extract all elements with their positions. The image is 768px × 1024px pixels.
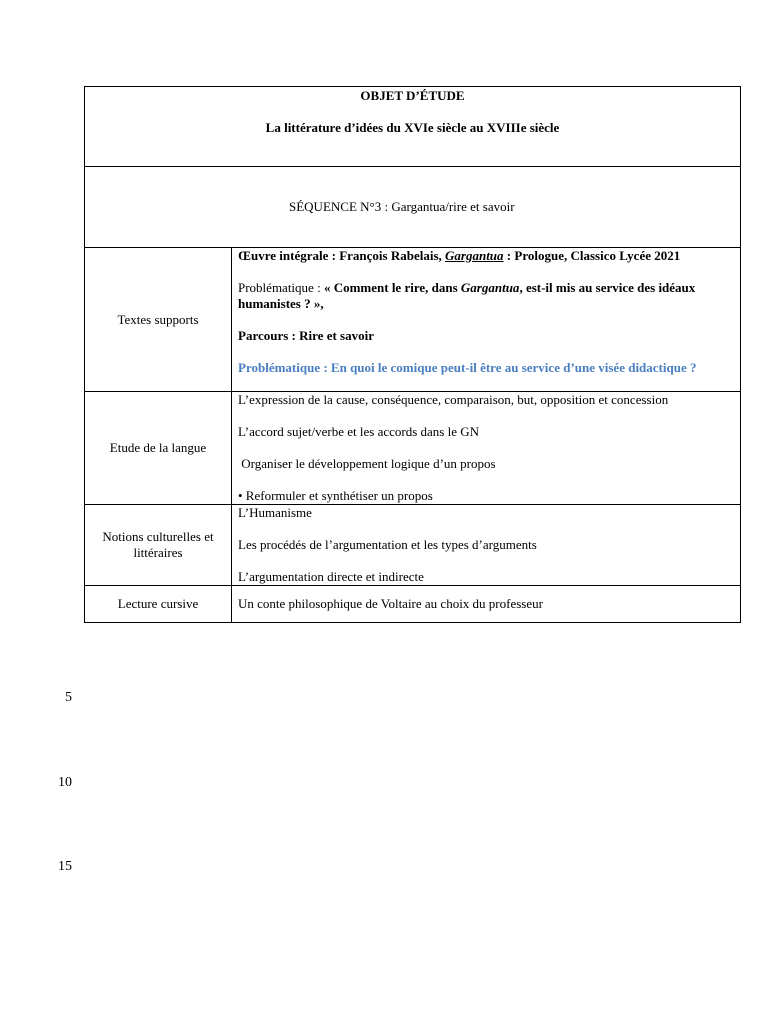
prob-title: Gargantua: [460, 280, 520, 295]
objet-title: OBJET D’ÉTUDE: [360, 88, 465, 103]
sequence-table: [84, 86, 741, 623]
langue-item: L’accord sujet/verbe et les accords dans le GN: [238, 424, 480, 439]
notions-item: L’Humanisme: [238, 505, 312, 520]
notions-content: [232, 505, 741, 586]
oeuvre-line: [238, 248, 736, 264]
oeuvre-title: Gargantua: [445, 248, 504, 263]
langue-content: [232, 392, 741, 505]
notions-item: Les procédés de l’argumentation et les types d’arguments: [238, 537, 537, 552]
prob-part2: , est-il mis au service des idéaux humanistes ? »,: [238, 280, 696, 311]
objet-subtitle: La littérature d’idées du XVIe siècle au XVIIIe siècle: [265, 120, 560, 135]
objet-etude-cell: [85, 87, 741, 167]
line-number: 10: [58, 775, 72, 790]
notions-item: L’argumentation directe et indirecte: [238, 569, 424, 584]
langue-item: Organiser le développement logique d’un propos: [238, 456, 496, 471]
textes-content: [232, 248, 741, 392]
notions-label: Notions culturelles et littéraires: [85, 505, 232, 586]
prob-prefix: Problématique :: [238, 280, 324, 295]
problematique-line: [238, 280, 736, 312]
langue-item: • Reformuler et synthétiser un propos: [238, 488, 433, 503]
langue-item: L’expression de la cause, conséquence, comparaison, but, opposition et concession: [238, 392, 669, 407]
lecture-content: Un conte philosophique de Voltaire au choix du professeur: [232, 586, 741, 623]
line-number: 15: [58, 859, 72, 874]
oeuvre-prefix: Œuvre intégrale : François Rabelais,: [238, 248, 446, 263]
lecture-label: Lecture cursive: [85, 586, 232, 623]
prob-part1: « Comment le rire, dans: [323, 280, 461, 295]
langue-label: Etude de la langue: [85, 392, 232, 505]
oeuvre-suffix: : Prologue, Classico Lycée 2021: [503, 248, 681, 263]
sequence-cell: [85, 167, 741, 248]
textes-label: Textes supports: [85, 248, 232, 392]
parcours-line: Parcours : Rire et savoir: [238, 328, 374, 343]
sequence-title: SÉQUENCE N°3 : Gargantua/rire et savoir: [289, 199, 515, 214]
problematique-blue: Problématique : En quoi le comique peut-il être au service d’une visée didactique ?: [238, 360, 697, 375]
line-number: 5: [65, 690, 72, 705]
